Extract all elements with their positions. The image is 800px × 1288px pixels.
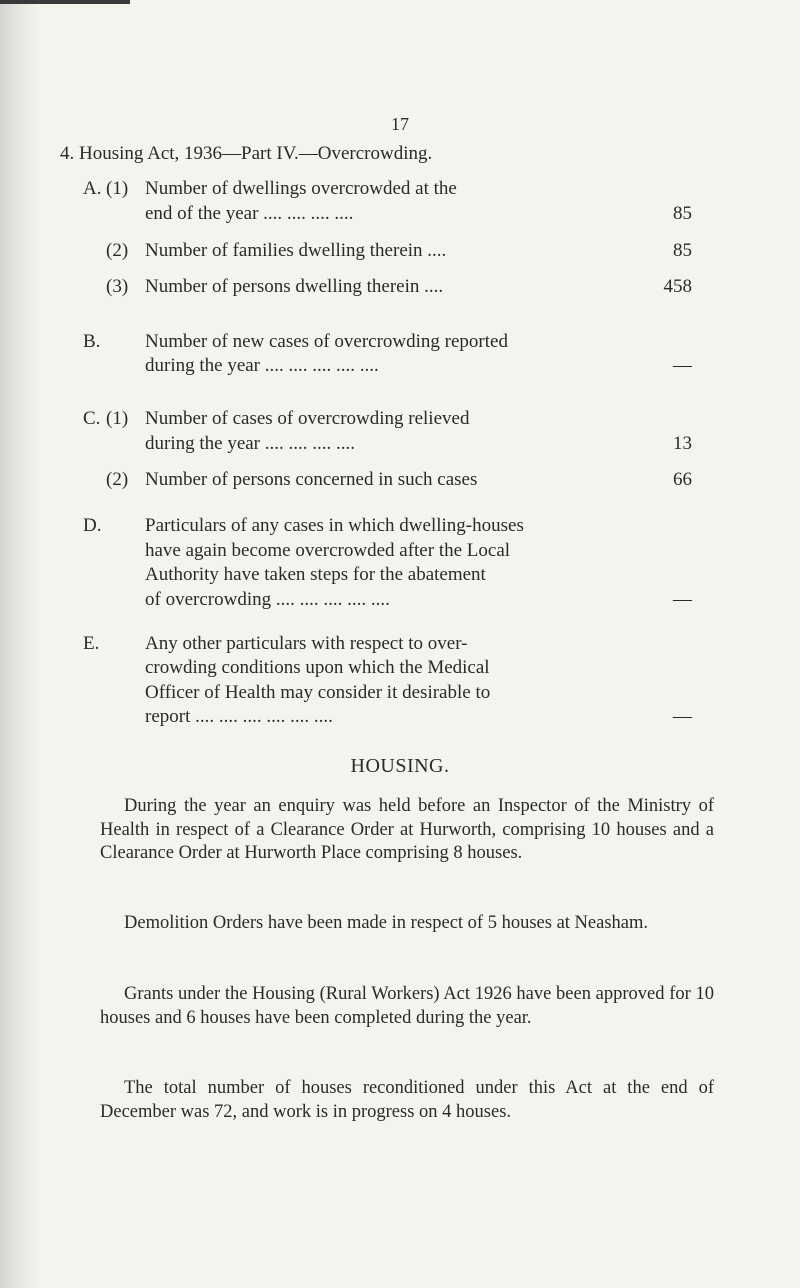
item-d-text-line2: have again become overcrowded after the Local (145, 540, 511, 561)
housing-paragraph-1: During the year an enquiry was held before an Inspector of the Ministry of Health in respect of a Clearance Order at Hurworth, comprising 10 houses and a Clearance Order at Hurworth Place comprising 8 houses. (100, 796, 714, 863)
item-e-value: — (673, 706, 692, 727)
page-top-edge (0, 0, 130, 4)
page-edge-shadow (0, 0, 40, 1288)
item-b-text-line2: during the year .... .... .... .... .... (145, 355, 379, 376)
item-a1-number: (1) (106, 178, 129, 199)
housing-paragraph-2: Demolition Orders have been made in respect of 5 houses at Neasham. (124, 913, 648, 933)
item-d-text-line4: of overcrowding .... .... .... .... .... (145, 589, 390, 610)
item-a-label: A. (83, 178, 102, 199)
item-a1-value: 85 (673, 203, 692, 224)
item-c-label: C. (83, 408, 101, 429)
item-a3-value: 458 (663, 276, 692, 297)
item-c1-text-line1: Number of cases of overcrowding relieved (145, 408, 470, 429)
item-c2-text: Number of persons concerned in such cases (145, 469, 478, 490)
item-c1-text-line2: during the year .... .... .... .... (145, 433, 356, 454)
item-a1-text-line1: Number of dwellings overcrowded at the (145, 178, 457, 199)
item-e-text-line3: Officer of Health may consider it desirable to (145, 682, 491, 703)
item-a3-text: Number of persons dwelling therein .... (145, 276, 444, 297)
item-a3-number: (3) (106, 276, 129, 297)
item-b-text-line1: Number of new cases of overcrowding reported (145, 331, 508, 352)
item-e-text-line4: report .... .... .... .... .... .... (145, 706, 333, 727)
item-c1-value: 13 (673, 433, 692, 454)
housing-paragraph-3: Grants under the Housing (Rural Workers) Act 1926 have been approved for 10 houses and 6 houses have been completed during the year. (100, 984, 714, 1028)
item-e-text-line1: Any other particulars with respect to over- (145, 633, 468, 654)
item-e-text-line2: crowding conditions upon which the Medical (145, 657, 490, 678)
item-d-label: D. (83, 515, 102, 536)
item-a2-value: 85 (673, 240, 692, 261)
item-c2-value: 66 (673, 469, 692, 490)
item-e-label: E. (83, 633, 100, 654)
item-a2-text: Number of families dwelling therein .... (145, 240, 447, 261)
item-a2-number: (2) (106, 240, 129, 261)
item-a1-text-line2: end of the year .... .... .... .... (145, 203, 354, 224)
item-b-label: B. (83, 331, 101, 352)
item-d-text-line1: Particulars of any cases in which dwelling-houses (145, 515, 524, 536)
item-d-value: — (673, 589, 692, 610)
item-d-text-line3: Authority have taken steps for the abatement (145, 564, 486, 585)
item-c2-number: (2) (106, 469, 129, 490)
housing-heading: HOUSING. (350, 755, 450, 777)
section-title: 4. Housing Act, 1936—Part IV.—Overcrowding. (60, 143, 433, 164)
item-b-value: — (673, 355, 692, 376)
housing-paragraph-4: The total number of houses reconditioned under this Act at the end of December was 72, and work is in progress on 4 houses. (100, 1078, 714, 1122)
item-c1-number: (1) (106, 408, 129, 429)
page-number: 17 (391, 114, 409, 134)
